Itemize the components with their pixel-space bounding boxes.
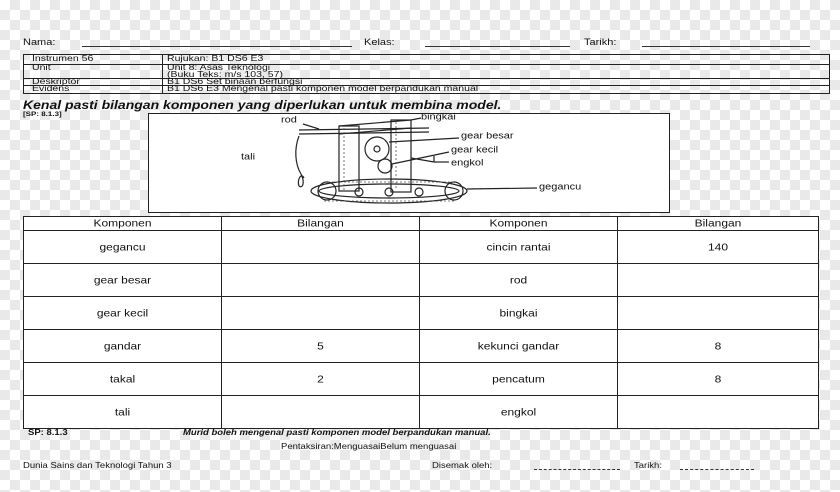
table-row xyxy=(24,231,819,264)
label-tali: tali xyxy=(241,152,256,163)
component-name: rod xyxy=(420,264,618,297)
component-name: gandar xyxy=(24,330,222,363)
header-komponen: Komponen xyxy=(24,217,222,231)
component-name: gegancu xyxy=(24,231,222,264)
header-bilangan: Bilangan xyxy=(222,217,420,231)
info-label-unit: Unit xyxy=(32,63,51,73)
info-value-evidens: B1 DS6 E3 Mengenal pasti komponen model berpandukan manual xyxy=(167,84,479,94)
component-count xyxy=(618,297,819,330)
label-gegancu: gegancu xyxy=(539,182,582,193)
tank-model-drawing xyxy=(149,114,669,212)
nama-blank xyxy=(82,46,352,47)
label-gear-besar: gear besar xyxy=(461,131,514,142)
component-count xyxy=(222,297,420,330)
component-name: kekunci gandar xyxy=(420,330,618,363)
table-row xyxy=(24,396,819,429)
label-gear-kecil: gear kecil xyxy=(451,145,499,156)
table-row xyxy=(24,264,819,297)
tarikh-blank xyxy=(642,46,810,47)
component-count: 5 xyxy=(222,330,420,363)
component-name: pencatum xyxy=(420,363,618,396)
component-name: takal xyxy=(24,363,222,396)
table-header-row xyxy=(24,217,819,231)
component-name: gear besar xyxy=(24,264,222,297)
component-count: 8 xyxy=(618,363,819,396)
component-count: 140 xyxy=(618,231,819,264)
component-count xyxy=(222,396,420,429)
footer-sp-code: SP: 8.1.3 xyxy=(28,428,68,438)
component-name: cincin rantai xyxy=(420,231,618,264)
table-row xyxy=(24,330,819,363)
label-bingkai: bingkai xyxy=(421,112,456,123)
component-count: 8 xyxy=(618,330,819,363)
footer-disemak-label: Disemak oleh: xyxy=(432,461,493,471)
info-label-evidens: Evidens xyxy=(32,84,70,94)
header-bilangan: Bilangan xyxy=(618,217,819,231)
label-engkol: engkol xyxy=(451,158,484,169)
task-sp-code: [SP: 8.1.3] xyxy=(23,110,62,118)
component-name: tali xyxy=(24,396,222,429)
model-figure xyxy=(148,113,670,213)
task-heading: Kenal pasti bilangan komponen yang diperlukan untuk membina model. xyxy=(23,98,502,112)
table-row xyxy=(24,363,819,396)
kelas-label: Kelas: xyxy=(364,38,395,48)
component-count xyxy=(618,264,819,297)
nama-label: Nama: xyxy=(23,38,56,48)
info-value-buku-teks: (Buku Teks: m/s 103, 57) xyxy=(167,70,283,80)
component-count xyxy=(222,231,420,264)
kelas-blank xyxy=(425,46,570,47)
info-value-deskriptor: B1 DS6 Set binaan berfungsi xyxy=(167,77,303,87)
table-row xyxy=(24,297,819,330)
footer-pentaksiran: Pentaksiran:MenguasaiBelum menguasai xyxy=(281,442,457,452)
header-komponen: Komponen xyxy=(420,217,618,231)
footer-tarikh-blank xyxy=(680,469,754,470)
info-value-unit: Unit 8: Asas Teknologi xyxy=(167,63,271,73)
footer-tarikh-label: Tarikh: xyxy=(634,461,662,471)
footer-book-title: Dunia Sains dan Teknologi Tahun 3 xyxy=(23,461,172,471)
label-rod: rod xyxy=(281,115,297,126)
instrument-info-table xyxy=(23,54,830,94)
tarikh-label: Tarikh: xyxy=(584,38,617,48)
info-label-instrumen: Instrumen 56 xyxy=(32,54,94,64)
component-name: engkol xyxy=(420,396,618,429)
component-name: gear kecil xyxy=(24,297,222,330)
components-table xyxy=(23,216,819,429)
info-label-deskriptor: Deskriptor xyxy=(32,77,80,87)
component-count xyxy=(222,264,420,297)
footer-sp-text: Murid boleh mengenal pasti komponen model berpandukan manual. xyxy=(183,428,491,438)
disemak-blank xyxy=(534,469,620,470)
info-value-rujukan: Rujukan: B1 DS6 E3 xyxy=(167,54,264,64)
component-count: 2 xyxy=(222,363,420,396)
component-name: bingkai xyxy=(420,297,618,330)
component-count xyxy=(618,396,819,429)
